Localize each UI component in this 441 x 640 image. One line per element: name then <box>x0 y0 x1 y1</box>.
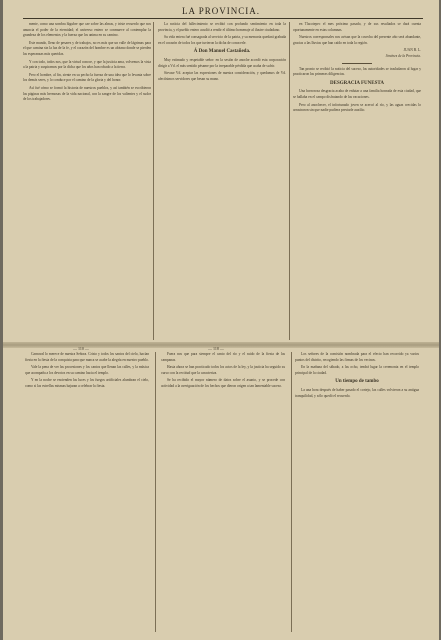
paragraph: La una hora después de haber pasado el cortejo, las calles volvieron a su antigua tranquilidad, y sólo quedó el recuerdo. <box>295 387 419 398</box>
paragraph: Nuestros corresponsales nos avisan que la cosecha del presente año será abundante, gracias a las lluvias que han caído en toda la región. <box>293 35 421 45</box>
section-heading: DESGRACIA FUNESTA <box>330 80 384 86</box>
column-divider <box>153 22 154 340</box>
paragraph: Se ha recibido el mayor número de datos sobre el asunto, y se procede con actividad a la averiguación de los hechos que dieron origen a tan lamentable suceso. <box>161 378 285 388</box>
column-divider <box>291 352 292 632</box>
paragraph: Hasta ahora se han practicado todos los actos de la ley, y la justicia ha seguido su curso con la rectitud que la caracteriza. <box>161 365 285 375</box>
column-1 <box>23 22 151 330</box>
section-heading: Un tiempo de tambo <box>335 379 379 385</box>
paragraph: Carnaval lo merece de nuestra Señora. Cristo y todos los santos del cielo, hacían fiesta en la fiesta de la conquista para que nunca se acabe la alegría en nuestro pueblo. <box>25 352 149 362</box>
masthead-rule <box>23 18 423 19</box>
paragraph: Los señores de la comisión nombrada para el efecto han recorrido ya varios puntos del distrito, recogiendo las firmas de los vecinos. <box>295 352 419 362</box>
paragraph: Muy estimado y respetable señor: en la sesión de anoche acordó esta corporación dirigir a Vd. el más sentido pésame por la irreparable pérdida que acaba de sufrir. <box>158 57 286 68</box>
signature: Jiménez de la Provincia. <box>385 53 421 58</box>
footer-column-3 <box>295 352 419 401</box>
paragraph: Este mundo, lleno de pesares y de trabajos, no es más que un valle de lágrimas para el que camina sin la luz de la fe, y el corazón del hombre es un abismo donde se pierden las esperanzas más queridas. <box>23 40 151 56</box>
paragraph: Pero al anochecer, el infortunado joven se acercó al río, y las aguas crecidas lo arrastraron sin que nadie pudiera prestarle auxilio. <box>293 102 421 113</box>
paragraph: Sirvase Vd. aceptar las expresiones de nuestra consideración, y quedamos de Vd. afectísimos servidores que besan su mano. <box>158 71 286 81</box>
page-number: — 118 — <box>208 346 224 351</box>
masthead-title: LA PROVINCIA. <box>181 6 260 16</box>
paragraph: Vale la pena de ver las procesiones y los cantos que llenan las calles, y la música que acompaña a los devotos en su camino hacia el templo. <box>25 365 149 375</box>
paragraph: La noticia del fallecimiento se recibió con profundo sentimiento en toda la provincia, y el pueblo entero acudió a rendir el último homenaje al ilustre ciudadano. <box>158 22 286 32</box>
paragraph: mente, como una sombra lúgubre que cae sobre las almas, y triste recuerdo que nos anuncia el poder de la eternidad; el universo entero se conmueve al contemplar la grandeza de los elementos y la fuerza que los anima en su camino. <box>23 22 151 38</box>
footer-column-2 <box>161 352 285 392</box>
paragraph: Así fué cómo se formó la historia de nuestros pueblos, y así también se escribieron las páginas más hermosas de la vida nacional, con la sangre de los valientes y el sudor de los trabajadores. <box>23 85 151 102</box>
paragraph: En la mañana del sábado, a las ocho, tendrá lugar la ceremonia en el templo principal de la ciudad. <box>295 365 419 375</box>
paragraph: Una horrorosa desgracia acaba de enlutar a una familia honrada de esta ciudad, que se hallaba en el campo disfrutando de las vacaciones. <box>293 89 421 99</box>
paragraph: Y con todo, todos nos, que la virtud conoce, y que la justicia ama, volvemos la vista a la patria y suspiramos por la dicha que los años han robado a la tierra. <box>23 59 151 70</box>
paragraph: Su vida entera fué consagrada al servicio de la patria, y su memoria quedará grabada en el corazón de todos los que tuvieron la dicha de conocerle. <box>158 35 286 45</box>
column-3 <box>293 22 421 330</box>
paragraph: Y en la noche se encienden las luces y los fuegos artificiales alumbran el cielo, como si las estrellas mismas bajaran a celebrar la fiesta. <box>25 378 149 388</box>
signature: JUAN B. L. <box>403 48 421 53</box>
footer-column-1 <box>25 352 149 392</box>
section-heading: Á Don Manuel Castañeda. <box>193 49 251 55</box>
column-divider <box>155 352 156 632</box>
paragraph: Pero el hombre, al fin, siente en su pecho la fuerza de una idea que lo levanta sobre los demás seres, y lo conduce por el camino de la gloria y del honor. <box>23 72 151 83</box>
paragraph: en Tlacotepec el mes próximo pasado, y de sus resultados se dará cuenta oportunamente en estas columnas. <box>293 22 421 32</box>
separator-rule <box>342 63 372 64</box>
column-divider <box>289 22 290 340</box>
column-2 <box>158 22 286 330</box>
paragraph: Fuera nos que para siempre el canto del río y el ruido de la fiesta de las campanas. <box>161 352 285 362</box>
page-number: — 110 — <box>73 346 89 351</box>
paragraph: Tan pronto se recibió la noticia del suceso, las autoridades se trasladaron al lugar y practicaron las primeras diligencias. <box>293 66 421 77</box>
newspaper-page <box>3 0 439 640</box>
